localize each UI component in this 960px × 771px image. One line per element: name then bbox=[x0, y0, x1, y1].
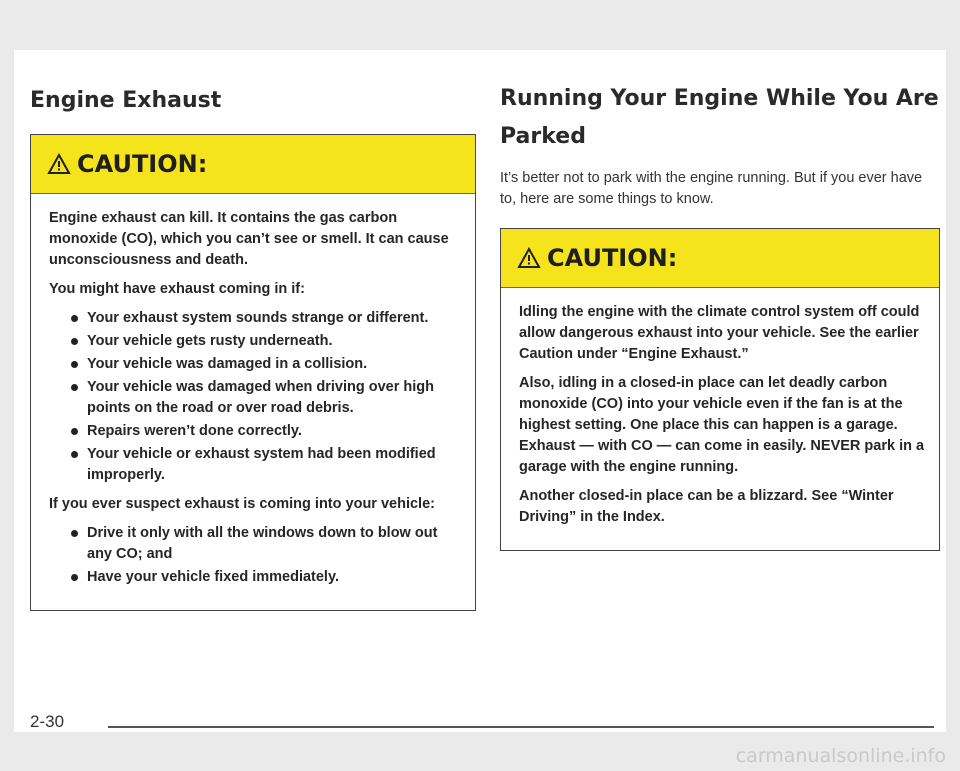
section-title-running-engine-parked: Running Your Engine While You Are Parked bbox=[500, 86, 939, 149]
caution-header bbox=[501, 229, 939, 288]
caution-paragraph: Engine exhaust can kill. It contains the gas carbon monoxide (CO), which you can’t see or smell. It can cause unconsciousness and death. bbox=[49, 210, 449, 268]
list-item: Have your vehicle fixed immediately. bbox=[49, 567, 461, 588]
caution-title bbox=[47, 150, 207, 178]
list-item: Your vehicle was damaged in a collision. bbox=[49, 354, 461, 375]
caution-paragraph: You might have exhaust coming in if: bbox=[49, 281, 305, 297]
warning-triangle-icon bbox=[47, 153, 71, 175]
watermark: carmanualsonline.info bbox=[735, 745, 946, 767]
section-title-engine-exhaust: Engine Exhaust bbox=[30, 88, 222, 113]
caution-box-engine-exhaust bbox=[30, 134, 476, 611]
suspect-exhaust-list bbox=[49, 523, 461, 588]
exhaust-signs-list bbox=[49, 308, 461, 486]
caution-body bbox=[31, 194, 475, 610]
caution-header bbox=[31, 135, 475, 194]
caution-label: CAUTION: bbox=[547, 244, 678, 272]
caution-paragraph: Idling the engine with the climate control system off could allow dangerous exhaust into your vehicle. See the earlier Caution under “Engine Exhaust.” bbox=[519, 304, 920, 362]
intro-paragraph: It’s better not to park with the engine running. But if you ever have to, here are some things to know. bbox=[500, 170, 923, 207]
page-number: 2-30 bbox=[30, 712, 65, 731]
list-item: Drive it only with all the windows down to blow out any CO; and bbox=[49, 523, 461, 565]
manual-page bbox=[14, 50, 946, 732]
list-item: Your vehicle was damaged when driving over high points on the road or over road debris. bbox=[49, 377, 461, 419]
caution-box-parked bbox=[500, 228, 940, 551]
footer-rule bbox=[108, 726, 934, 728]
list-item: Your vehicle gets rusty underneath. bbox=[49, 331, 461, 352]
list-item: Your vehicle or exhaust system had been modified improperly. bbox=[49, 444, 461, 486]
list-item: Your exhaust system sounds strange or different. bbox=[49, 308, 461, 329]
caution-title bbox=[517, 244, 677, 272]
warning-triangle-icon bbox=[517, 247, 541, 269]
caution-body bbox=[501, 288, 939, 550]
list-item: Repairs weren’t done correctly. bbox=[49, 421, 461, 442]
caution-paragraph: Another closed-in place can be a blizzard. See “Winter Driving” in the Index. bbox=[519, 488, 894, 525]
left-column bbox=[30, 86, 476, 611]
caution-paragraph: If you ever suspect exhaust is coming into your vehicle: bbox=[49, 496, 435, 512]
caution-paragraph: Also, idling in a closed-in place can let deadly carbon monoxide (CO) into your vehicle even if the fan is at the highest setting. One place this can happen is a garage. Exhaust — with CO — can come in easily. NEVER park in a garage with the engine running. bbox=[519, 375, 925, 475]
right-column bbox=[500, 86, 940, 551]
caution-label: CAUTION: bbox=[77, 150, 208, 178]
